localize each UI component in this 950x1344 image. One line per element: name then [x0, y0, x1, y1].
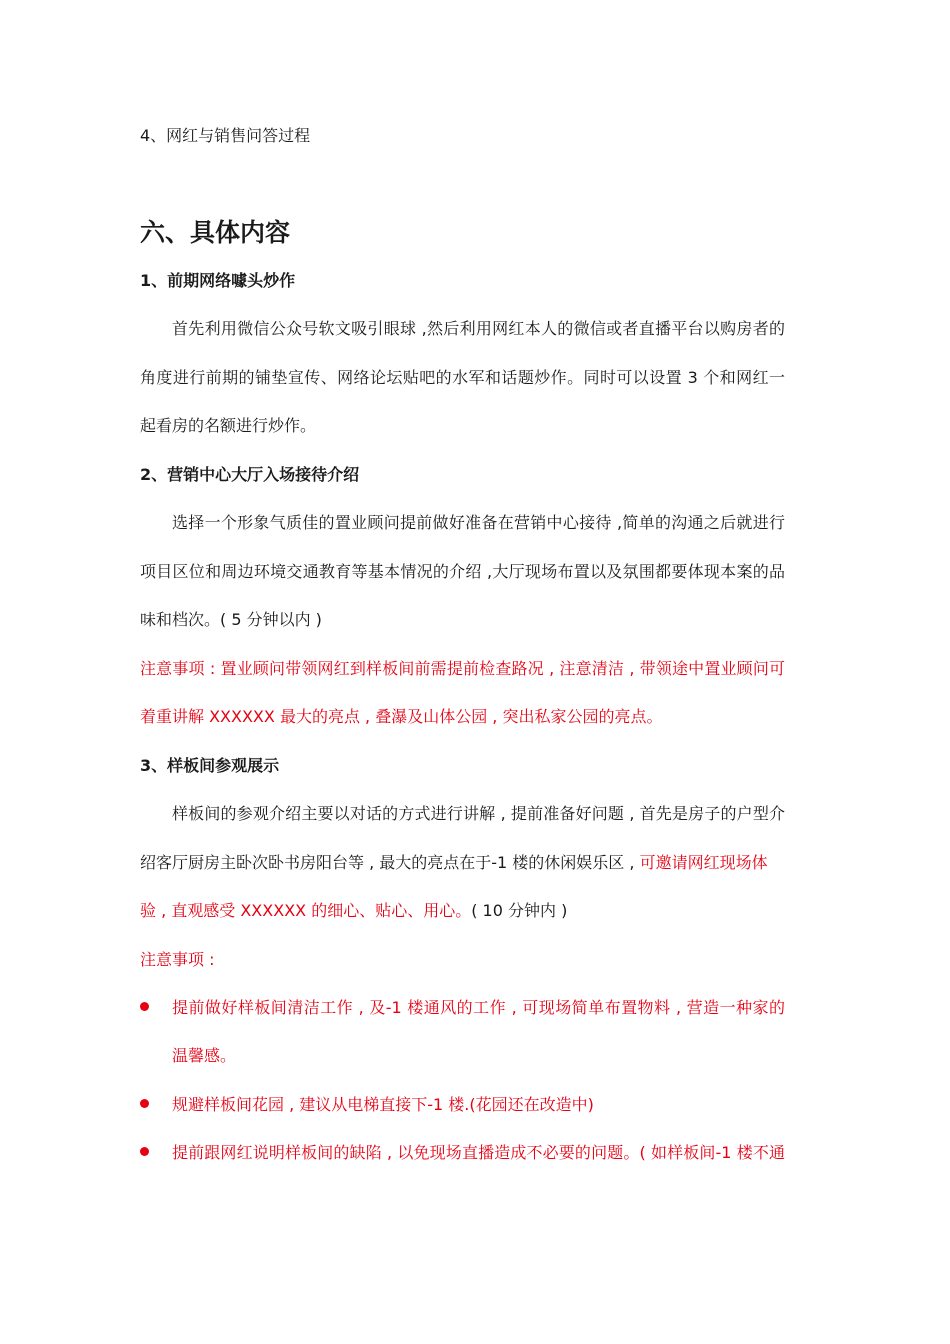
bullet-dot-icon: [140, 1099, 149, 1108]
bullet-item: 规避样板间花园 , 建议从电梯直接下-1 楼.(花园还在改造中): [172, 1095, 594, 1114]
bullet-dot-icon: [140, 1147, 149, 1156]
bullet-item: 提前做好样板间清洁工作 , 及-1 楼通风的工作 , 可现场简单布置物料 , 营造一种家的: [172, 998, 785, 1017]
paragraph-line: 味和档次。( 5 分钟以内 ): [140, 610, 322, 629]
note-label: 注意事项 :: [140, 950, 215, 969]
paragraph-line: 起看房的名额进行炒作。: [140, 416, 317, 435]
paragraph-text: 绍客厅厨房主卧次卧书房阳台等 , 最大的亮点在于-1 楼的休闲娱乐区 ,: [140, 853, 640, 872]
paragraph-line: 选择一个形象气质佳的置业顾问提前做好准备在营销中心接待 ,简单的沟通之后就进行: [172, 513, 785, 532]
paragraph-line: [140, 852, 768, 874]
note-line: 着重讲解 XXXXXX 最大的亮点 , 叠瀑及山体公园 , 突出私家公园的亮点。: [140, 707, 663, 726]
paragraph-line: 样板间的参观介绍主要以对话的方式进行讲解 , 提前准备好问题 , 首先是房子的户型介: [172, 804, 785, 823]
highlight-text: 可邀请网红现场体: [639, 853, 768, 872]
paragraph-line: 角度进行前期的铺垫宣传、网络论坛贴吧的水军和话题炒作。同时可以设置 3 个和网红一: [140, 368, 785, 387]
paragraph-line: 项目区位和周边环境交通教育等基本情况的介绍 ,大厅现场布置以及氛围都要体现本案的品: [140, 562, 785, 581]
highlight-text: 验 , 直观感受 XXXXXX 的细心、贴心、用心。: [140, 901, 472, 920]
paragraph-text: ( 10 分钟内 ): [471, 901, 568, 920]
note-line: 注意事项 : 置业顾问带领网红到样板间前需提前检查路况 , 注意清洁 , 带领途中置业顾问可: [140, 659, 785, 678]
subsection-heading-1: 1、前期网络噱头炒作: [140, 271, 296, 290]
subsection-heading-2: 2、营销中心大厅入场接待介绍: [140, 465, 360, 484]
bullet-item: 提前跟网红说明样板间的缺陷 , 以免现场直播造成不必要的问题。( 如样板间-1 楼不通: [172, 1143, 785, 1162]
subsection-heading-3: 3、样板间参观展示: [140, 756, 280, 775]
bullet-item-continued: 温馨感。: [172, 1046, 237, 1065]
bullet-dot-icon: [140, 1002, 149, 1011]
paragraph-line: 首先利用微信公众号软文吸引眼球 ,然后利用网红本人的微信或者直播平台以购房者的: [172, 319, 785, 338]
section-title: 六、具体内容: [140, 218, 291, 247]
paragraph-line: [140, 900, 567, 922]
list-item-4: 4、网红与销售问答过程: [140, 126, 311, 145]
